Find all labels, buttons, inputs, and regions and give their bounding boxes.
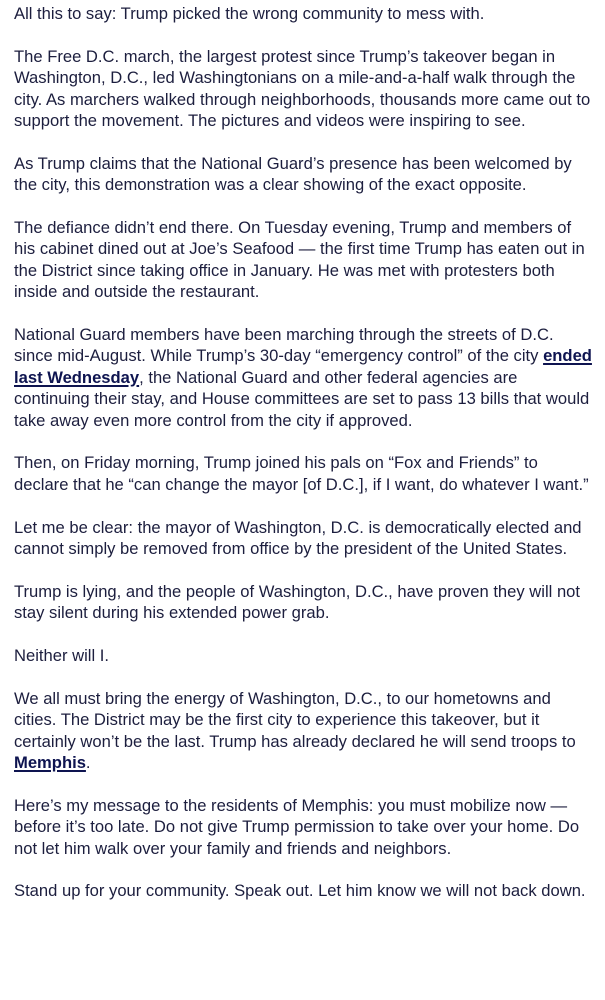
- paragraph-trump-lying: Trump is lying, and the people of Washington, D.C., have proven they will not stay silent during his extended power grab.: [14, 581, 581, 623]
- email-body: [14, 3, 594, 923]
- paragraph-fox-and-friends: Then, on Friday morning, Trump joined his pals on “Fox and Friends” to declare that he “can change the mayor [of D.C.], if I want, do whatever I want.”: [14, 453, 589, 494]
- ended-last-wednesday-link[interactable]: ended last Wednesday: [14, 346, 592, 387]
- paragraph-text: , the National Guard and other federal agencies are continuing their stay, and House committees are set to pass 13 bills that would take away even more control from the city if approved.: [14, 367, 590, 430]
- paragraph-national-guard-claim: As Trump claims that the National Guard’s presence has been welcomed by the city, this demonstration was a clear showing of the exact opposite.: [14, 153, 572, 195]
- paragraph-text: .: [85, 753, 91, 773]
- paragraph-hometowns: [14, 688, 594, 774]
- paragraph-free-dc-march: The Free D.C. march, the largest protest since Trump’s takeover began in Washington, D.C., led Washingtonians on a mile-and-a-half walk through the city. As marchers walked through neighborhoods, thousands more came out to support the movement. The pictures and videos were inspiring to see.: [14, 46, 591, 131]
- paragraph-national-guard-marching: [14, 324, 594, 431]
- paragraph-neither-will-i: Neither will I.: [14, 646, 109, 666]
- paragraph-stand-up: Stand up for your community. Speak out. Let him know we will not back down.: [14, 881, 586, 901]
- paragraph-intro: All this to say: Trump picked the wrong community to mess with.: [14, 4, 485, 23]
- paragraph-text: We all must bring the energy of Washington, D.C., to our hometowns and cities. The District may be the first city to experience this takeover, but it certainly won’t be the last. Trump has already declared he will send troops to: [14, 688, 576, 751]
- paragraph-mayor-elected: Let me be clear: the mayor of Washington, D.C. is democratically elected and cannot simply be removed from office by the president of the United States.: [14, 517, 582, 559]
- paragraph-defiance: The defiance didn’t end there. On Tuesday evening, Trump and members of his cabinet dined out at Joe’s Seafood — the first time Trump has eaten out in the District since taking office in January. He was met with protesters both inside and outside the restaurant.: [14, 218, 585, 302]
- paragraph-memphis-message: Here’s my message to the residents of Memphis: you must mobilize now — before it’s too late. Do not give Trump permission to take over your home. Do not let him walk over your family and friends and neighbors.: [14, 795, 580, 858]
- memphis-link[interactable]: Memphis: [14, 753, 86, 773]
- paragraph-text: National Guard members have been marching through the streets of D.C. since mid-August. While Trump’s 30-day “emergency control” of the city: [14, 325, 554, 366]
